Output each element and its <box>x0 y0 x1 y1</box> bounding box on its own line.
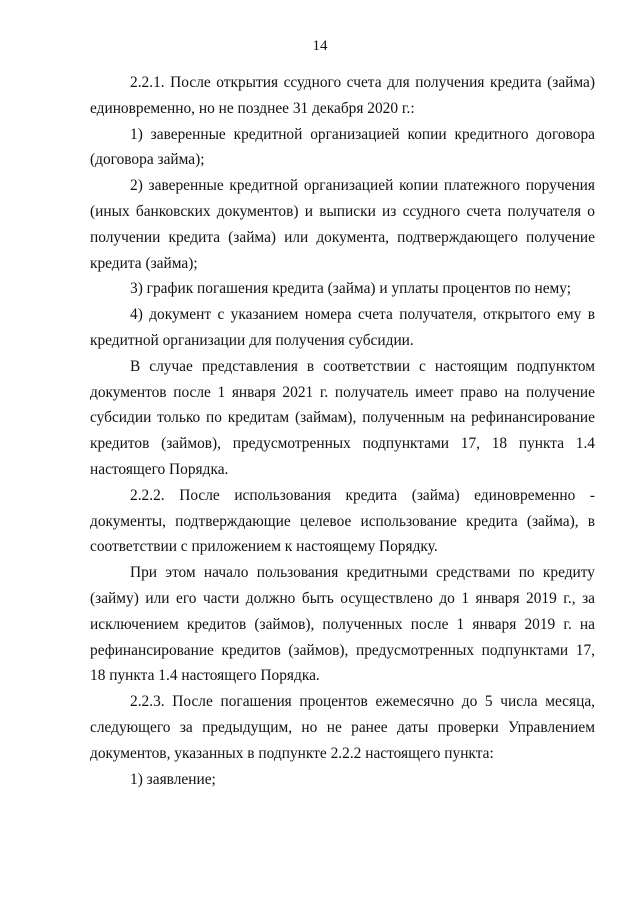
paragraph-application: 1) заявление; <box>130 770 216 788</box>
paragraph-2-2-1: 2.2.1. После открытия ссудного счета для получения кредита (займа) единовременно, но не позднее 31 декабря 2020 г.: <box>90 74 595 117</box>
paragraph-2-2-2: 2.2.2. После использования кредита (займа) единовременно - документы, подтверждающие целевое использование кредита (займа), в соответствии с приложением к настоящему Порядку. <box>90 486 595 556</box>
paragraph-item-2: 2) заверенные кредитной организацией копии платежного поручения (иных банковских документов) и выписки из ссудного счета получателя о получении кредита (займа) или документа, подтверждающего получение кредита (займа); <box>90 177 595 272</box>
page-number: 14 <box>312 38 328 54</box>
paragraph-2-2-3: 2.2.3. После погашения процентов ежемесячно до 5 числа месяца, следующего за предыдущим, но не ранее даты проверки Управлением документов, указанных в подпункте 2.2.2 настоящего пункта: <box>90 693 595 762</box>
document-body <box>90 70 595 792</box>
paragraph-item-1: 1) заверенные кредитной организацией копии кредитного договора (договора займа); <box>90 125 595 169</box>
paragraph-late-submission: В случае представления в соответствии с настоящим подпунктом документов после 1 января 2021 г. получатель имеет право на получение субсидии только по кредитам (займам), полученным на рефинансирование кредитов (займов), предусмотренных подпунктами 17, 18 пункта 1.4 настоящего Порядка. <box>90 357 595 478</box>
paragraph-item-3: 3) график погашения кредита (займа) и уплаты процентов по нему; <box>130 280 572 298</box>
paragraph-item-4: 4) документ с указанием номера счета получателя, открытого ему в кредитной организации для получения субсидии. <box>90 306 595 349</box>
paragraph-credit-start: При этом начало пользования кредитными средствами по кредиту (займу) или его части должно быть осуществлено до 1 января 2019 г., за исключением кредитов (займов), полученных после 1 января 2019 г. на рефинансирование кредитов (займов), предусмотренных подпунктами 17, 18 пункта 1.4 настоящего Порядка. <box>90 564 595 685</box>
